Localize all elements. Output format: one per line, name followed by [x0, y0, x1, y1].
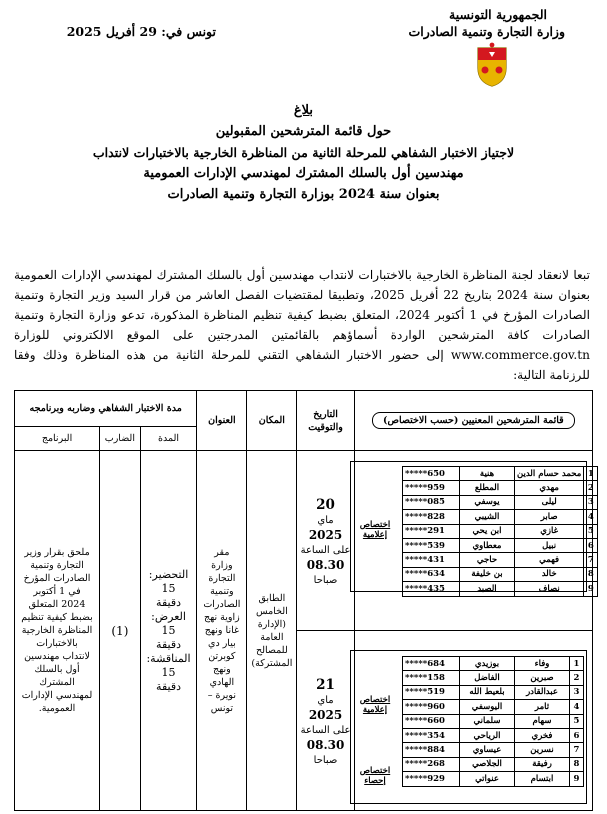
candidate-first-name: الرياحي [460, 728, 515, 742]
candidate-number: 6 [570, 728, 584, 742]
candidate-first-name: الفاضل [460, 671, 515, 685]
candidate-last-name: رفيقة [515, 757, 570, 771]
candidate-first-name: ابن يحي [460, 524, 515, 538]
candidate-number: 5 [584, 524, 598, 538]
candidate-first-name: بلعيط الله [460, 685, 515, 699]
candidate-id-code: *****884 [403, 743, 460, 757]
candidate-row [403, 495, 598, 509]
candidate-number: 8 [570, 757, 584, 771]
prep-label: التحضير: [148, 567, 189, 581]
date-line: تونس في: 29 أفريل 2025 [66, 24, 216, 39]
day2-candidates-table [402, 656, 584, 787]
candidate-row [403, 510, 598, 524]
day1-candidates-table [402, 466, 598, 597]
datetime-header: التاريخ والتوقيت [297, 391, 354, 451]
candidate-id-code: *****519 [403, 685, 460, 699]
candidate-first-name: سلماني [460, 714, 515, 728]
candidate-number: 4 [570, 700, 584, 714]
pres-unit: دقيقة [156, 637, 181, 651]
candidate-last-name: وفاء [515, 657, 570, 671]
candidate-last-name: ثامر [515, 700, 570, 714]
day2-datetime [297, 631, 354, 811]
prep-unit: دقيقة [156, 595, 181, 609]
candidate-number: 9 [570, 772, 584, 786]
title-line-3: لاجتياز الاختبار الشفاهي للمرحلة الثانية من المناظرة الخارجية بالاختبارات لانتداب [92, 145, 515, 160]
day2-year: 2025 [308, 707, 343, 722]
pres-value: 15 [161, 623, 176, 637]
day1-day: 20 [316, 496, 335, 513]
candidate-row [403, 728, 584, 742]
candidate-row [403, 685, 584, 699]
country-name: الجمهورية التونسية [449, 7, 547, 22]
candidate-last-name: صبرين [515, 671, 570, 685]
candidate-id-code: *****960 [403, 700, 460, 714]
candidate-row [403, 772, 584, 786]
candidate-number: 1 [584, 467, 598, 481]
candidate-id-code: *****431 [403, 553, 460, 567]
disc-label: المناقشة: [146, 651, 191, 665]
candidate-first-name: هنية [460, 467, 515, 481]
candidate-row [403, 553, 598, 567]
candidate-row [403, 700, 584, 714]
candidate-last-name: فهمي [515, 553, 584, 567]
coefficient-cell: (1) [100, 451, 141, 811]
candidate-number: 1 [570, 657, 584, 671]
candidate-id-code: *****539 [403, 538, 460, 552]
duration-cell [140, 451, 197, 811]
candidate-first-name: اليوسفي [460, 700, 515, 714]
candidate-id-code: *****684 [403, 657, 460, 671]
candidate-last-name: عبدالقادر [515, 685, 570, 699]
candidate-last-name: نسرين [515, 743, 570, 757]
candidate-row [403, 524, 598, 538]
program-header: البرنامج [15, 427, 100, 451]
candidate-last-name: فخري [515, 728, 570, 742]
day2-month: ماي [317, 694, 334, 706]
candidate-number: 7 [584, 553, 598, 567]
pres-label: العرض: [151, 609, 186, 623]
address-cell: مقر وزارة التجارة وتنمية الصادرات زاوية نهج غانا ونهج بيار دي كوبرتن ونهج الهادي نويرة – تونس [197, 451, 247, 811]
candidate-first-name: عنواتي [460, 772, 515, 786]
place-cell: الطابق الخامس (الإدارة العامة للمصالح المشتركة) [247, 451, 297, 811]
candidate-last-name: خالد [515, 567, 584, 581]
candidate-id-code: *****354 [403, 728, 460, 742]
day2-period: صباحا [313, 754, 338, 766]
day1-datetime [297, 451, 354, 631]
letterhead [375, 6, 565, 40]
candidate-id-code: *****959 [403, 481, 460, 495]
day2-specialty-b: اختصاص إحصاء [359, 766, 391, 786]
disc-value: 15 [161, 665, 176, 679]
candidate-first-name: الصيد [460, 582, 515, 596]
candidates-header-label: قائمة المترشحين المعنيين (حسب الاختصاص) [372, 412, 575, 429]
address-header: العنوان [197, 391, 247, 451]
candidate-number: 7 [570, 743, 584, 757]
day1-period: صباحا [313, 574, 338, 586]
duration-header: المدة [140, 427, 197, 451]
candidate-row [403, 582, 598, 596]
candidate-id-code: *****158 [403, 671, 460, 685]
candidate-number: 8 [584, 567, 598, 581]
candidate-first-name: المطلع [460, 481, 515, 495]
title-line-2: حول قائمة المترشحين المقبولين [215, 124, 392, 139]
candidate-first-name: بوزيدي [460, 657, 515, 671]
notice-title [0, 100, 607, 205]
candidate-last-name: صابر [515, 510, 584, 524]
candidate-number: 3 [584, 495, 598, 509]
title-line-5: بعنوان سنة 2024 بوزارة التجارة وتنمية الصادرات [167, 187, 440, 202]
body-paragraph: تبعا لانعقاد لجنة المناظرة الخارجية بالاختبارات لانتداب مهندسين أول بالسلك المشترك لمهندسي الإدارات العمومية بعنوان سنة 2024 بتاريخ 22 أفريل 2025، وتطبيقا لمقتضيات الفصل العاشر من قرار السيد وزير التجارة وتنمية الصادرات المؤرخ في 1 أكتوبر 2024، المتعلق بضبط كيفية تنظيم المناظرة المذكورة، تدعو وزارة التجارة وتنمية الصادرات كافة المترشحين الواردة أسماؤهم بالقائمتين المدرجتين على الموقع الالكتروني للوزارة www.commerce.gov.tn إلى حضور الاختبار الشفاهي التقني للمرحلة الثانية من هذه المناظرة وذلك وفقا للرزنامة التالية: [14, 268, 590, 382]
candidate-id-code: *****268 [403, 757, 460, 771]
day2-day: 21 [316, 676, 335, 693]
candidate-id-code: *****650 [403, 467, 460, 481]
candidate-last-name: نبيل [515, 538, 584, 552]
candidate-last-name: غازي [515, 524, 584, 538]
disc-unit: دقيقة [156, 679, 181, 693]
coefficient-header: الضارب [100, 427, 141, 451]
candidate-row [403, 757, 584, 771]
candidate-number: 9 [584, 582, 598, 596]
candidate-number: 4 [584, 510, 598, 524]
day2-time-label: على الساعة [300, 724, 351, 736]
candidate-number: 5 [570, 714, 584, 728]
day1-specialty: اختصاص إعلامية [359, 520, 391, 540]
title-line-4: مهندسين أول بالسلك المشترك لمهندسي الإدارات العمومية [143, 166, 464, 181]
candidate-first-name: الشيبي [460, 510, 515, 524]
candidate-row [403, 538, 598, 552]
candidate-row [403, 567, 598, 581]
day2-specialty-a: اختصاص إعلامية [359, 695, 391, 715]
candidate-last-name: مهدي [515, 481, 584, 495]
candidate-id-code: *****929 [403, 772, 460, 786]
candidate-id-code: *****291 [403, 524, 460, 538]
candidate-row [403, 481, 598, 495]
candidate-first-name: الجلاصي [460, 757, 515, 771]
candidate-row [403, 657, 584, 671]
candidate-first-name: معطاوي [460, 538, 515, 552]
candidate-id-code: *****435 [403, 582, 460, 596]
day1-time: 08.30 [306, 557, 345, 572]
candidate-last-name: نصاف [515, 582, 584, 596]
day2-time: 08.30 [306, 737, 345, 752]
candidate-row [403, 743, 584, 757]
day1-time-label: على الساعة [300, 544, 351, 556]
candidates-header [354, 391, 592, 451]
prep-value: 15 [161, 581, 176, 595]
candidate-last-name: محمد حسام الدين [515, 467, 584, 481]
candidate-first-name: يوسفي [460, 495, 515, 509]
coat-of-arms-icon [472, 42, 512, 88]
candidate-last-name: ليلى [515, 495, 584, 509]
day1-year: 2025 [308, 527, 343, 542]
candidate-id-code: *****634 [403, 567, 460, 581]
candidate-id-code: *****828 [403, 510, 460, 524]
title-line-1: بلاغ [293, 103, 314, 118]
candidate-last-name: سهام [515, 714, 570, 728]
candidate-first-name: عيساوي [460, 743, 515, 757]
candidate-last-name: ابتسام [515, 772, 570, 786]
candidate-row [403, 671, 584, 685]
program-cell: ملحق بقرار وزير التجارة وتنمية الصادرات المؤرخ في 1 أكتوبر 2024 المتعلق بضبط كيفية تنظيم المناظرة الخارجية بالاختبارات لانتداب مهندسين أول بالسلك المشترك لمهندسي الإدارات العمومية. [15, 451, 100, 811]
candidate-id-code: *****085 [403, 495, 460, 509]
candidate-number: 3 [570, 685, 584, 699]
exam-group-header: مدة الاختبار الشفاهي وضاربه وبرنامجه [15, 391, 197, 427]
place-header: المكان [247, 391, 297, 451]
candidate-row [403, 467, 598, 481]
candidate-row [403, 714, 584, 728]
candidate-number: 2 [570, 671, 584, 685]
candidate-number: 2 [584, 481, 598, 495]
candidate-first-name: حاجي [460, 553, 515, 567]
day1-month: ماي [317, 514, 334, 526]
candidate-first-name: بن خليفة [460, 567, 515, 581]
candidate-id-code: *****660 [403, 714, 460, 728]
candidate-number: 6 [584, 538, 598, 552]
ministry-name: وزارة التجارة وتنمية الصادرات [408, 24, 565, 39]
